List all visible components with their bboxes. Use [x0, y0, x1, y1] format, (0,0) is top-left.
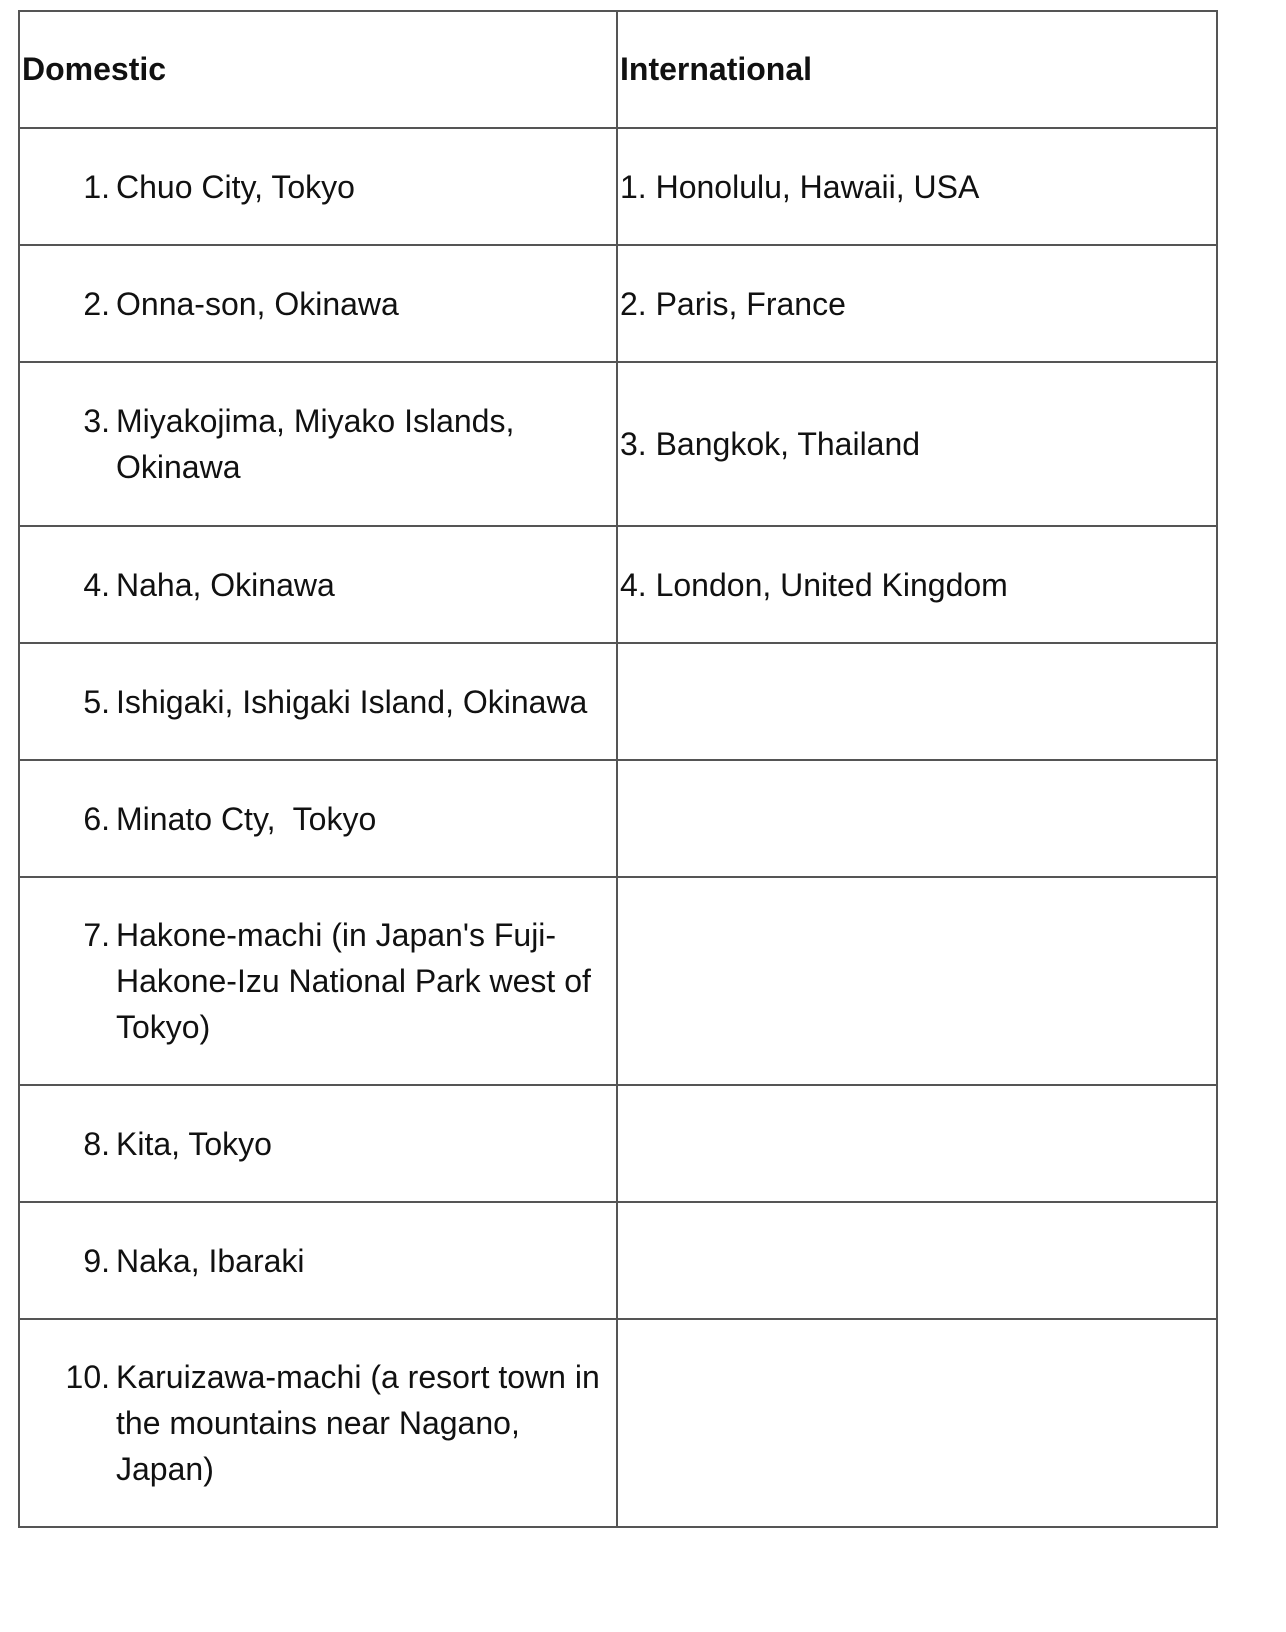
- domestic-cell: [19, 1202, 617, 1319]
- international-destination: [617, 1202, 1217, 1319]
- table-row: [19, 362, 1217, 526]
- international-destination: 3. Bangkok, Thailand: [617, 362, 1217, 526]
- table-row: [19, 643, 1217, 760]
- domestic-header: Domestic: [19, 11, 617, 128]
- table-row: [19, 1085, 1217, 1202]
- item-number: 8.: [83, 1125, 110, 1162]
- domestic-destination: Naha, Okinawa: [116, 566, 335, 603]
- domestic-destination: Kita, Tokyo: [116, 1125, 272, 1162]
- domestic-destination: Miyakojima, Miyako Islands, Okinawa: [116, 403, 515, 485]
- item-number: 7.: [83, 917, 110, 953]
- domestic-destination: Karuizawa-machi (a resort town in the mountains near Nagano, Japan): [116, 1359, 600, 1487]
- table-row: [19, 526, 1217, 643]
- international-destination: [617, 877, 1217, 1085]
- item-number: 10.: [65, 1359, 110, 1395]
- domestic-destination: Chuo City, Tokyo: [116, 168, 355, 205]
- international-destination: [617, 760, 1217, 877]
- item-number: 1.: [83, 168, 110, 205]
- item-number: 4.: [83, 566, 110, 603]
- domestic-cell: [19, 1319, 617, 1527]
- item-number: 6.: [83, 800, 110, 837]
- item-number: 5.: [83, 683, 110, 720]
- table-row: [19, 877, 1217, 1085]
- destinations-table: [18, 10, 1218, 1528]
- table-row: [19, 760, 1217, 877]
- international-destination: [617, 1319, 1217, 1527]
- domestic-destination: Onna-son, Okinawa: [116, 285, 399, 322]
- domestic-destination: Ishigaki, Ishigaki Island, Okinawa: [116, 683, 588, 720]
- domestic-cell: [19, 362, 617, 526]
- domestic-cell: [19, 245, 617, 362]
- table-row: [19, 1202, 1217, 1319]
- table-row: [19, 245, 1217, 362]
- table-row: [19, 128, 1217, 245]
- international-header: International: [617, 11, 1217, 128]
- domestic-cell: [19, 877, 617, 1085]
- domestic-cell: [19, 1085, 617, 1202]
- item-number: 9.: [83, 1242, 110, 1279]
- domestic-cell: [19, 643, 617, 760]
- item-number: 3.: [83, 403, 110, 439]
- international-destination: [617, 1085, 1217, 1202]
- international-destination: 4. London, United Kingdom: [617, 526, 1217, 643]
- domestic-cell: [19, 526, 617, 643]
- international-destination: [617, 643, 1217, 760]
- header-row: [19, 11, 1217, 128]
- domestic-cell: [19, 128, 617, 245]
- domestic-destination: Minato Cty, Tokyo: [116, 800, 377, 837]
- table-row: [19, 1319, 1217, 1527]
- international-destination: 2. Paris, France: [617, 245, 1217, 362]
- international-destination: 1. Honolulu, Hawaii, USA: [617, 128, 1217, 245]
- domestic-destination: Hakone-machi (in Japan's Fuji-Hakone-Izu National Park west of Tokyo): [116, 917, 591, 1045]
- item-number: 2.: [83, 285, 110, 322]
- domestic-destination: Naka, Ibaraki: [116, 1242, 305, 1279]
- domestic-cell: [19, 760, 617, 877]
